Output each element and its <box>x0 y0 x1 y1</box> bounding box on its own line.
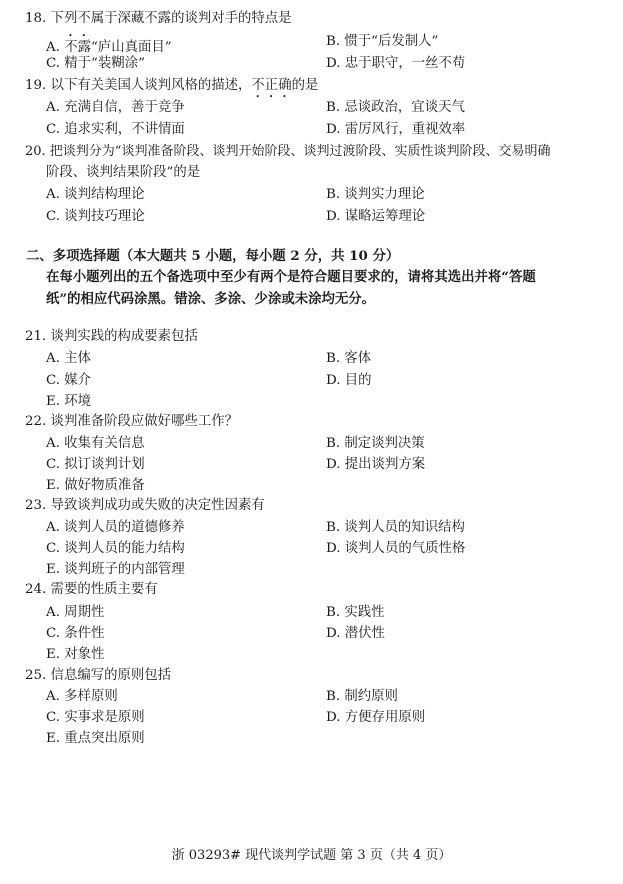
q24-option-e: E. 对象性 <box>46 647 105 662</box>
q18-option-c: C. 精于“装糊涂” <box>46 56 145 71</box>
q20-option-b: B. 谈判实力理论 <box>326 187 425 202</box>
q22-option-d: D. 提出谈判方案 <box>326 457 426 472</box>
q20-option-d: D. 谋略运筹理论 <box>326 209 426 224</box>
q24-option-c: C. 条件性 <box>46 626 105 641</box>
q19-option-a: A. 充满自信，善于竞争 <box>46 100 185 115</box>
q25-option-a: A. 多样原则 <box>46 689 118 704</box>
q24-option-d: D. 潜伏性 <box>326 626 385 641</box>
q18-option-d: D. 忠于职守，一丝不苟 <box>326 56 466 71</box>
q21-option-e: E. 环境 <box>46 394 92 409</box>
q23-stem: 23. 导致谈判成功或失败的决定性因素有 <box>25 498 265 513</box>
q19-stem-emphasis: 不正确 <box>251 78 292 93</box>
q20-stem-line2: 阶段、谈判结果阶段”的是 <box>46 165 201 180</box>
q21-option-c: C. 媒介 <box>46 373 92 388</box>
q22-stem: 22. 谈判准备阶段应做好哪些工作？ <box>25 414 239 429</box>
q22-option-a: A. 收集有关信息 <box>46 436 145 451</box>
q20-option-c: C. 谈判技巧理论 <box>46 209 145 224</box>
q19-option-b: B. 忌谈政治，宜谈天气 <box>326 100 465 115</box>
q25-option-c: C. 实事求是原则 <box>46 710 145 725</box>
q25-option-b: B. 制约原则 <box>326 689 398 704</box>
q18-option-a-prefix: A. <box>46 40 65 55</box>
q20-option-a: A. 谈判结构理论 <box>46 187 145 202</box>
q19-stem-post: 的是 <box>291 78 319 93</box>
q19-option-c: C. 追求实利，不讲情面 <box>46 122 185 137</box>
q22-option-c: C. 拟订谈判计划 <box>46 457 145 472</box>
q23-option-b: B. 谈判人员的知识结构 <box>326 520 465 535</box>
q24-option-a: A. 周期性 <box>46 605 105 620</box>
q25-option-d: D. 方便存用原则 <box>326 710 426 725</box>
q21-option-a: A. 主体 <box>46 351 91 366</box>
q23-option-e: E. 谈判班子的内部管理 <box>46 562 185 577</box>
q19-option-d: D. 雷厉风行，重视效率 <box>326 122 466 137</box>
q21-option-b: B. 客体 <box>326 351 372 366</box>
q20-stem-line1: 20. 把谈判分为“谈判准备阶段、谈判开始阶段、谈判过渡阶段、实质性谈判阶段、交易明确 <box>25 144 551 159</box>
section-instructions-line1: 在每小题列出的五个备选项中至少有两个是符合题目要求的，请将其选出并将“答题 <box>46 269 536 285</box>
q23-option-d: D. 谈判人员的气质性格 <box>326 541 466 556</box>
q23-option-a: A. 谈判人员的道德修养 <box>46 520 185 535</box>
page-footer: 浙 03293# 现代谈判学试题 第 3 页（共 4 页） <box>171 848 452 863</box>
q24-stem: 24. 需要的性质主要有 <box>25 582 158 597</box>
section-instructions-line2: 纸”的相应代码涂黑。错涂、多涂、少涂或未涂均无分。 <box>46 291 376 307</box>
q18-option-a-rest: “庐山真面目” <box>90 40 172 55</box>
section-title: 二、多项选择题（本大题共 5 小题，每小题 2 分，共 10 分） <box>26 248 400 264</box>
q18-stem: 18. 下列不属于深藏不露的谈判对手的特点是 <box>25 11 292 26</box>
q21-stem: 21. 谈判实践的构成要素包括 <box>25 329 198 344</box>
q18-option-a-emphasis: 不露 <box>64 40 91 55</box>
q22-option-b: B. 制定谈判决策 <box>326 436 425 451</box>
q25-option-e: E. 重点突出原则 <box>46 731 145 746</box>
q25-stem: 25. 信息编写的原则包括 <box>25 668 172 683</box>
q21-option-d: D. 目的 <box>326 373 372 388</box>
q18-option-b: B. 惯于“后发制人” <box>326 34 439 49</box>
q23-option-c: C. 谈判人员的能力结构 <box>46 541 185 556</box>
q22-option-e: E. 做好物质准备 <box>46 478 145 493</box>
q24-option-b: B. 实践性 <box>326 605 385 620</box>
q19-stem-pre: 19. 以下有关美国人谈判风格的描述， <box>25 78 252 93</box>
